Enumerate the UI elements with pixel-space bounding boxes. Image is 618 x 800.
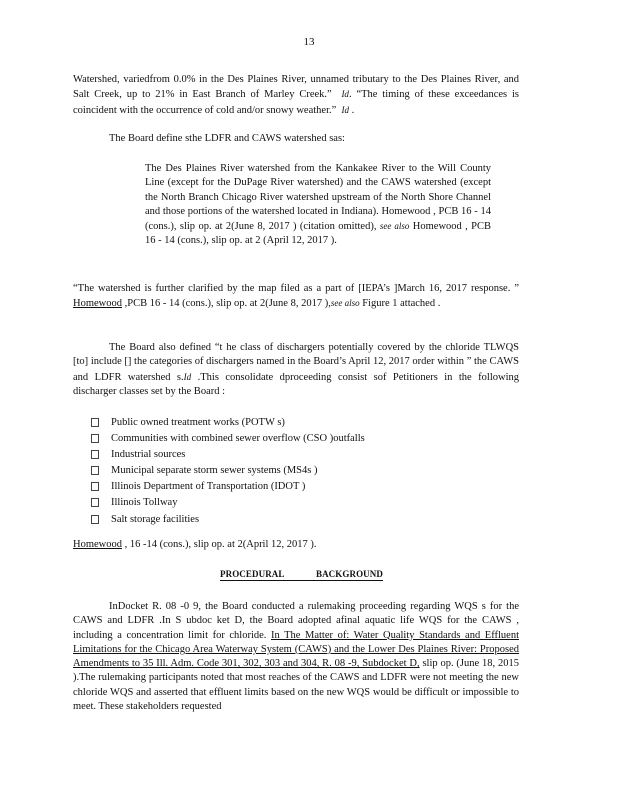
page-number: 13 (303, 36, 315, 48)
bullet-box-icon (91, 482, 99, 491)
paragraph-discharger-classes: The Board also defined “t he class of dischargers potentially covered by the chloride TLWQS [to] include [] the categories of dischargers named in the Board’s April 12, 2017 order within ” the CAWS and LDFR watershed s.Id .This consolidate dproceeding consist sof Petitioners in the following discharger classes set by the Board : (73, 342, 520, 397)
bullet-box-icon (91, 450, 99, 459)
citation-id: Id (341, 104, 350, 115)
see-also-signal: see also (379, 221, 410, 232)
citation-id: Id (341, 89, 349, 100)
list-item: Illinois Tollway (91, 495, 365, 511)
paragraph-exceedances: Watershed, variedfrom 0.0% in the Des Plaines River, unnamed tributary to the Des Plaines River, and Salt Creek, up to 21% in East Branch of Marley Creek.” Id. “The timing of these exceedances is coincident with the occurrence of cold and/or snowy weather.” Id . (73, 74, 519, 116)
paragraph-homewood-cite: Homewood , 16 -14 (cons.), slip op. at 2(April 12, 2017 ). (73, 539, 317, 550)
block-quote: The Des Plaines River watershed from the Kankakee River to the Will County Line (except for the DuPage River watershed) and the CAWS watershed (except the North Branch Chicago River watershed upstream of the North Shore Channel and those portions of the watershed located in Indiana). Homewood , PCB 16 - 14 (cons.), slip op. at 2(June 8, 2017 ) (citation omitted), see also Homewood , PCB 16 - 14 (cons.), slip op. at 2 (April 12, 2017 ). (145, 163, 492, 247)
paragraph-procedural-history: InDocket R. 08 -0 9, the Board conducted a rulemaking proceeding regarding WQS s for the CAWS and LDFR .In S ubdoc ket D, the Board adopted afinal aquatic life WQS for the CAWS , including a concentration limit for chloride. In The Matter of: Water Quality Standards and Effluent Limitations for the Chicago Area Waterway System (CAWS) and the Lower Des Plaines River: Proposed Amendments to 35 Ill. Adm. Code 301, 302, 303 and 304, R. 08 -9, Subdocket D, slip op. (June 18, 2015 ).The rulemaking participants noted that most reaches of the CAWS and LDFR were not meeting the new chloride WQS and asserted that effluent limits based on the new WQS would be difficult or impossible to meet. These stakeholders requested (73, 601, 519, 713)
citation-id: Id (183, 371, 192, 382)
see-also-signal: see also (330, 298, 360, 309)
paragraph-board-defines: The Board define sthe LDFR and CAWS watershed sas: (109, 133, 345, 144)
case-name-homewood: Homewood (73, 539, 122, 550)
bullet-box-icon (91, 498, 99, 507)
list-item: Industrial sources (91, 447, 365, 463)
list-item: Communities with combined sewer overflow (CSO )outfalls (91, 431, 365, 447)
case-name-homewood: Homewood (73, 298, 122, 310)
bullet-box-icon (91, 466, 99, 475)
case-title-underlined: In The Matter of: Water Quality Standards and Effluent Limitations for the Chicago Area Waterway System (CAWS) and the Lower Des Plaines River: Proposed Amendments to 35 Ill. Adm. Code 301, 302, 303 and 304, R. 08 -9, Subdocket D, (73, 629, 519, 670)
discharger-class-list (91, 415, 365, 528)
bullet-box-icon (91, 418, 99, 427)
list-item: Municipal separate storm sewer systems (MS4s ) (91, 463, 365, 479)
list-item: Public owned treatment works (POTW s) (91, 415, 365, 431)
bullet-box-icon (91, 515, 99, 524)
paragraph-watershed-map: “The watershed is further clarified by the map filed as a part of [IEPA’s ]March 16, 2017 response. ” Homewood ,PCB 16 - 14 (cons.), slip op. at 2(June 8, 2017 ),see also Figure 1 attached . (73, 283, 519, 310)
list-item: Illinois Department of Transportation (IDOT ) (91, 479, 365, 495)
section-heading-procedural-background: PROCEDURAL BACKGROUND (220, 569, 383, 579)
bullet-box-icon (91, 434, 99, 443)
list-item: Salt storage facilities (91, 512, 365, 528)
